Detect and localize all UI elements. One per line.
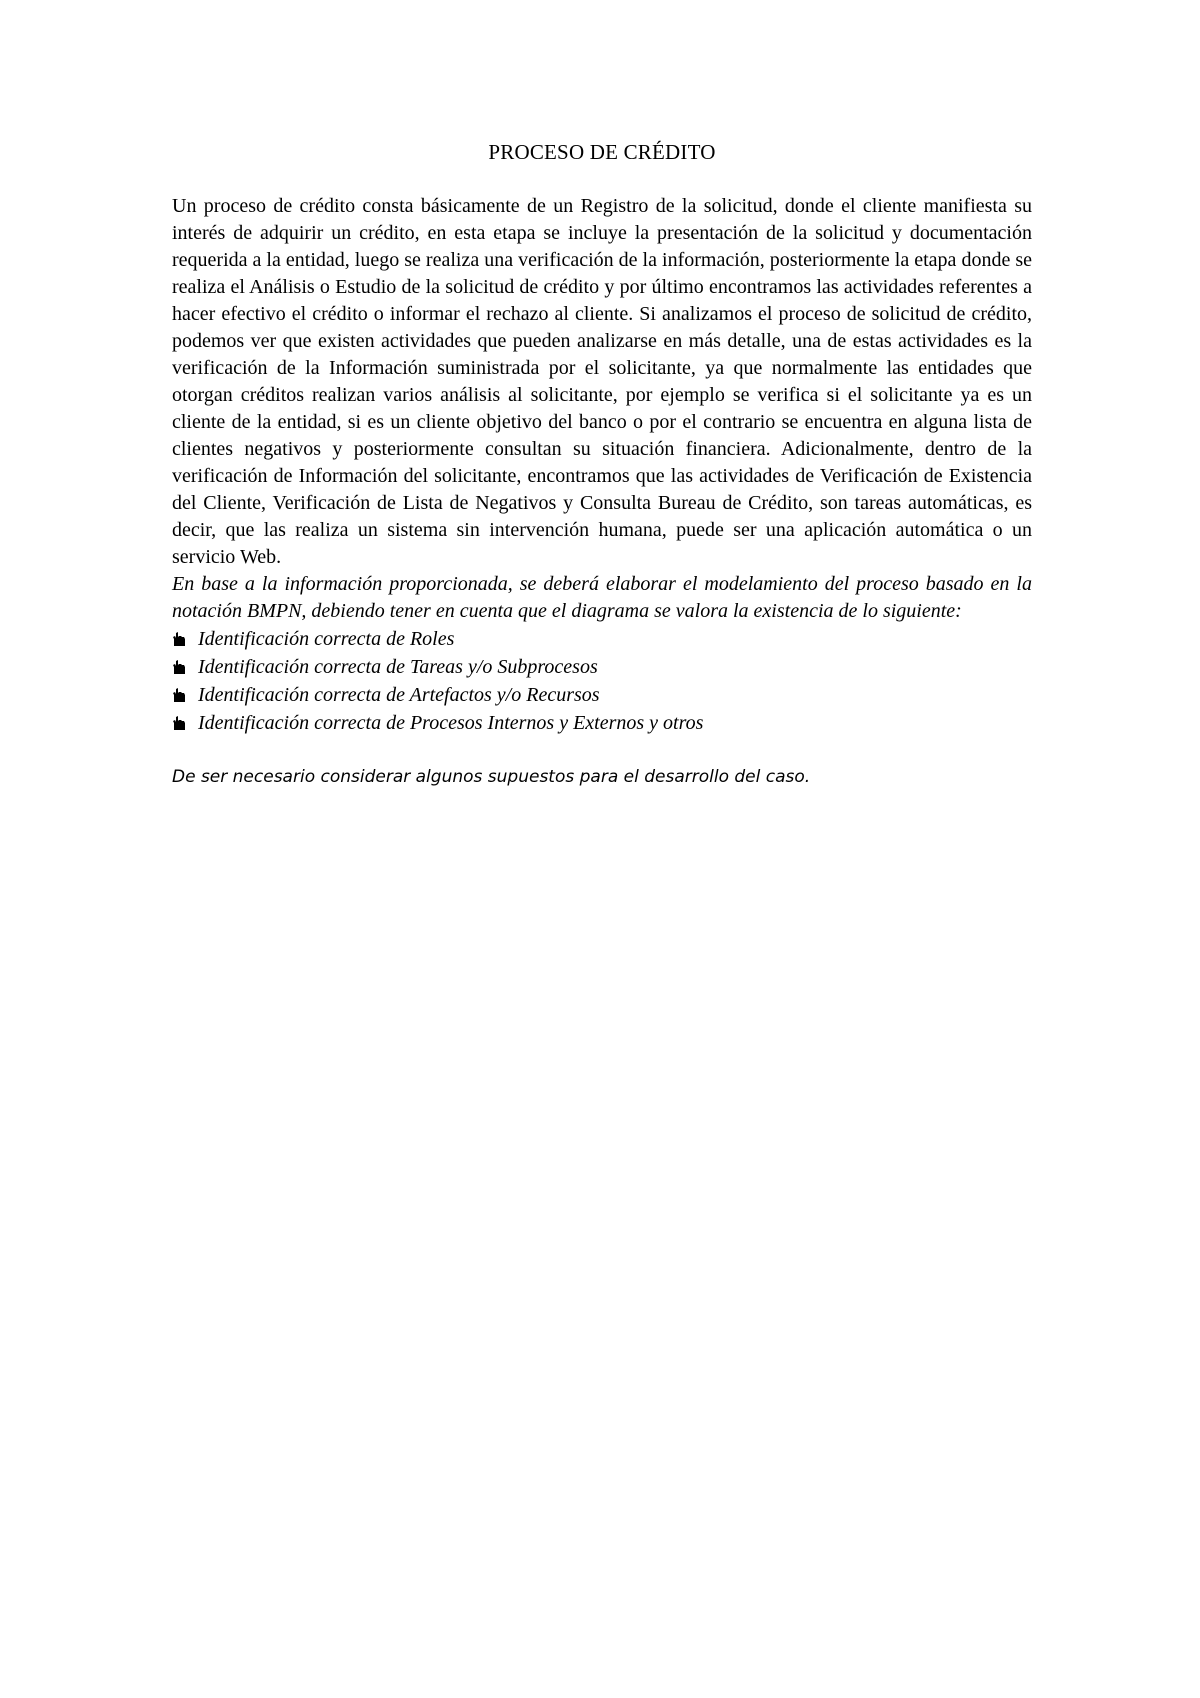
list-item — [172, 625, 1032, 653]
document-title: PROCESO DE CRÉDITO — [488, 140, 716, 164]
list-item — [172, 709, 1032, 737]
closing-note: De ser necesario considerar algunos supuestos para el desarrollo del caso. — [172, 767, 811, 787]
pointing-hand-icon — [172, 715, 186, 731]
document-content — [172, 140, 1032, 789]
list-item — [172, 681, 1032, 709]
body-paragraph: Un proceso de crédito consta básicamente de un Registro de la solicitud, donde el cliente manifiesta su interés de adquirir un crédito, en esta etapa se incluye la presentación de la solicitud y documentación requerida a la entidad, luego se realiza una verificación de la información, posteriormente la etapa donde se realiza el Análisis o Estudio de la solicitud de crédito y por último encontramos las actividades referentes a hacer efectivo el crédito o informar el rechazo al cliente. Si analizamos el proceso de solicitud de crédito, podemos ver que existen actividades que pueden analizarse en más detalle, una de estas actividades es la verificación de la Información suministrada por el solicitante, ya que normalmente las entidades que otorgan créditos realizan varios análisis al solicitante, por ejemplo se verifica si el solicitante ya es un cliente de la entidad, si es un cliente objetivo del banco o por el contrario se encuentra en alguna lista de clientes negativos y posteriormente consultan su situación financiera. Adicionalmente, dentro de la verificación de Información del solicitante, encontramos que las actividades de Verificación de Existencia del Cliente, Verificación de Lista de Negativos y Consulta Bureau de Crédito, son tareas automáticas, es decir, que las realiza un sistema sin intervención humana, puede ser una aplicación automática o un servicio Web. — [172, 195, 1032, 568]
list-item-text: Identificación correcta de Procesos Internos y Externos y otros — [198, 712, 704, 734]
list-item-text: Identificación correcta de Artefactos y/o Recursos — [198, 684, 600, 706]
list-item-text: Identificación correcta de Tareas y/o Subprocesos — [198, 656, 598, 678]
pointing-hand-icon — [172, 687, 186, 703]
list-item-text: Identificación correcta de Roles — [198, 628, 455, 650]
pointing-hand-icon — [172, 631, 186, 647]
list-item — [172, 653, 1032, 681]
instruction-paragraph: En base a la información proporcionada, se deberá elaborar el modelamiento del proceso basado en la notación BMPN, debiendo tener en cuenta que el diagrama se valora la existencia de lo siguiente: — [172, 573, 1032, 622]
pointing-hand-icon — [172, 659, 186, 675]
criteria-list — [172, 625, 1032, 737]
